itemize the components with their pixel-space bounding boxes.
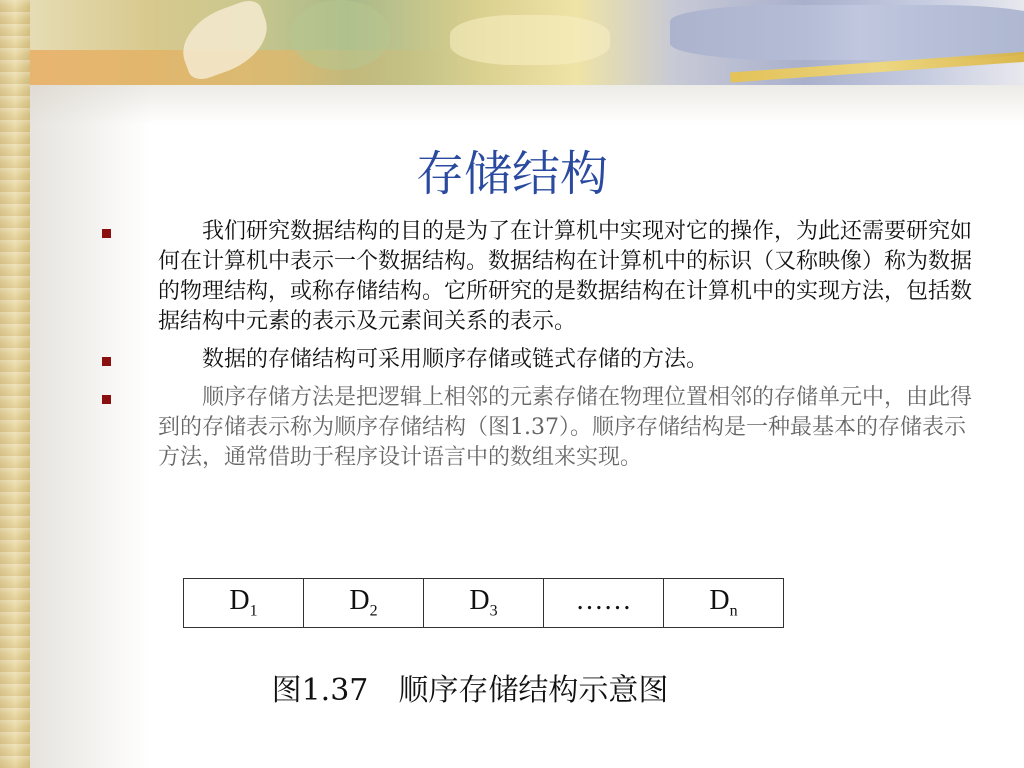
storage-cell-n: $D_n$ (664, 579, 784, 628)
storage-cell-1: $D_1$ (184, 579, 304, 628)
bullet-text-1: 我们研究数据结构的目的是为了在计算机中实现对它的操作，为此还需要研究如何在计算机中表示一个数据结构。数据结构在计算机中的标识（又称映像）称为数据的物理结构，或称存储结构。它所研究的是数据结构在计算机中的实现方法，包括数据结构中元素的表示及元素间关系的表示。 (158, 219, 973, 334)
bullet-item-3 (100, 383, 980, 473)
bullet-text-3: 顺序存储方法是把逻辑上相邻的元素存储在物理位置相邻的存储单元中，由此得到的存储表示称为顺序存储结构（图1.37）。顺序存储结构是一种最基本的存储表示方法，通常借助于程序设计语言中的数组来实现。 (158, 385, 973, 470)
bullet-list (100, 217, 980, 481)
storage-cell-2: $D_2$ (304, 579, 424, 628)
bullet-item-1 (100, 217, 980, 337)
left-parchment-strip (0, 0, 30, 768)
bullet-text-2: 数据的存储结构可采用顺序存储或链式存储的方法。 (158, 347, 709, 372)
bullet-square-icon (102, 229, 111, 238)
sequential-storage-table (183, 578, 784, 628)
bullet-square-icon (102, 395, 111, 404)
banner-shadow (30, 85, 1024, 125)
figure-caption: 图1.37 顺序存储结构示意图 (271, 673, 669, 708)
storage-cell-ellipsis: …… (544, 579, 664, 628)
bullet-item-2 (100, 345, 980, 375)
slide-title: 存储结构 (415, 146, 608, 202)
top-decorative-banner (30, 0, 1024, 85)
storage-cell-3: $D_3$ (424, 579, 544, 628)
bullet-square-icon (102, 357, 111, 366)
